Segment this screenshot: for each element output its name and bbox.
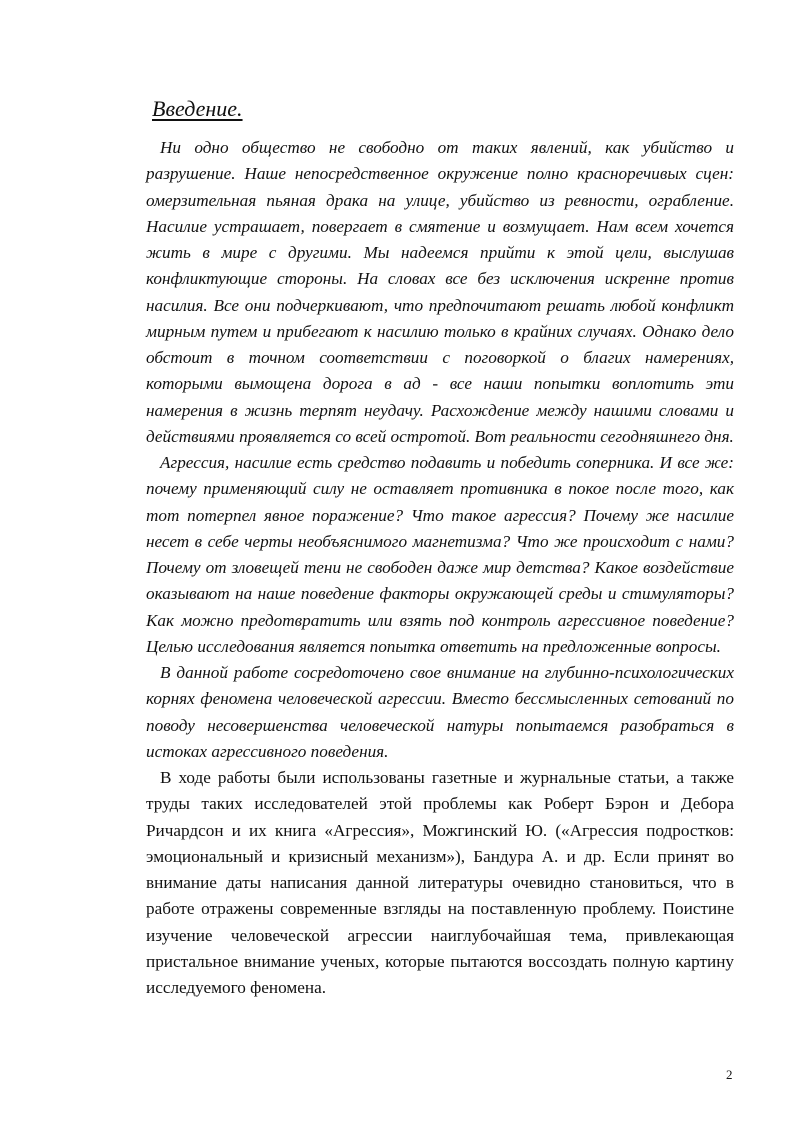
page-title: Введение.	[152, 96, 243, 121]
paragraph-sources: В ходе работы были использованы газетные и журнальные статьи, а также труды таких исследователей этой проблемы как Роберт Бэрон и Дебора Ричардсон и их книга «Агрессия», Можгинский Ю. («Агрессия подростков: эмоциональный и кризисный механизм»), Бандура А. и др. Если принят во внимание даты написания данной литературы очевидно становиться, что в работе отражены современные взгляды на поставленную проблему. Поистине изучение человеческой агрессии наиглубочайшая тема, привлекающая пристальное внимание ученых, которые пытаются воссоздать полную картину исследуемого феномена.	[146, 768, 734, 997]
paragraph-focus: В данной работе сосредоточено свое внимание на глубинно-психологических корнях феномена человеческой агрессии. Вместо бессмысленных сетований по поводу несовершенства человеческой натуры попытаемся разобраться в истоках агрессивного поведения.	[146, 663, 734, 761]
page-number: 2	[726, 1067, 733, 1082]
paragraph-questions: Агрессия, насилие есть средство подавить и победить соперника. И все же: почему применяющий силу не оставляет противника в покое после того, как тот потерпел явное поражение? Что такое агрессия? Почему же насилие несет в себе черты необъяснимого магнетизма? Что же происходит с нами? Почему от зловещей тени не свободен даже мир детства? Какое воздействие оказывают на наше поведение факторы окружающей среды и стимуляторы? Как можно предотвратить или взять под контроль агрессивное поведение? Целью исследования является попытка ответить на предложенные вопросы.	[146, 453, 734, 656]
paragraph-intro: Ни одно общество не свободно от таких явлений, как убийство и разрушение. Наше непосредственное окружение полно красноречивых сцен: омерзительная пьяная драка на улице, убийство из ревности, ограбление. Насилие устрашает, повергает в смятение и возмущает. Нам всем хочется жить в мире с другими. Мы надеемся прийти к этой цели, выслушав конфликтующие стороны. На словах все без исключения искренне против насилия. Все они подчеркивают, что предпочитают решать любой конфликт мирным путем и прибегают к насилию только в крайних случаях. Однако дело обстоит в точном соответствии с поговоркой о благих намерениях, которыми вымощена дорога в ад - все наши попытки воплотить эти намерения в жизнь терпят неудачу. Расхождение между нашими словами и действиями проявляется со всей остротой. Вот реальности сегодняшнего дня.	[146, 138, 734, 446]
body-text	[146, 135, 734, 1001]
